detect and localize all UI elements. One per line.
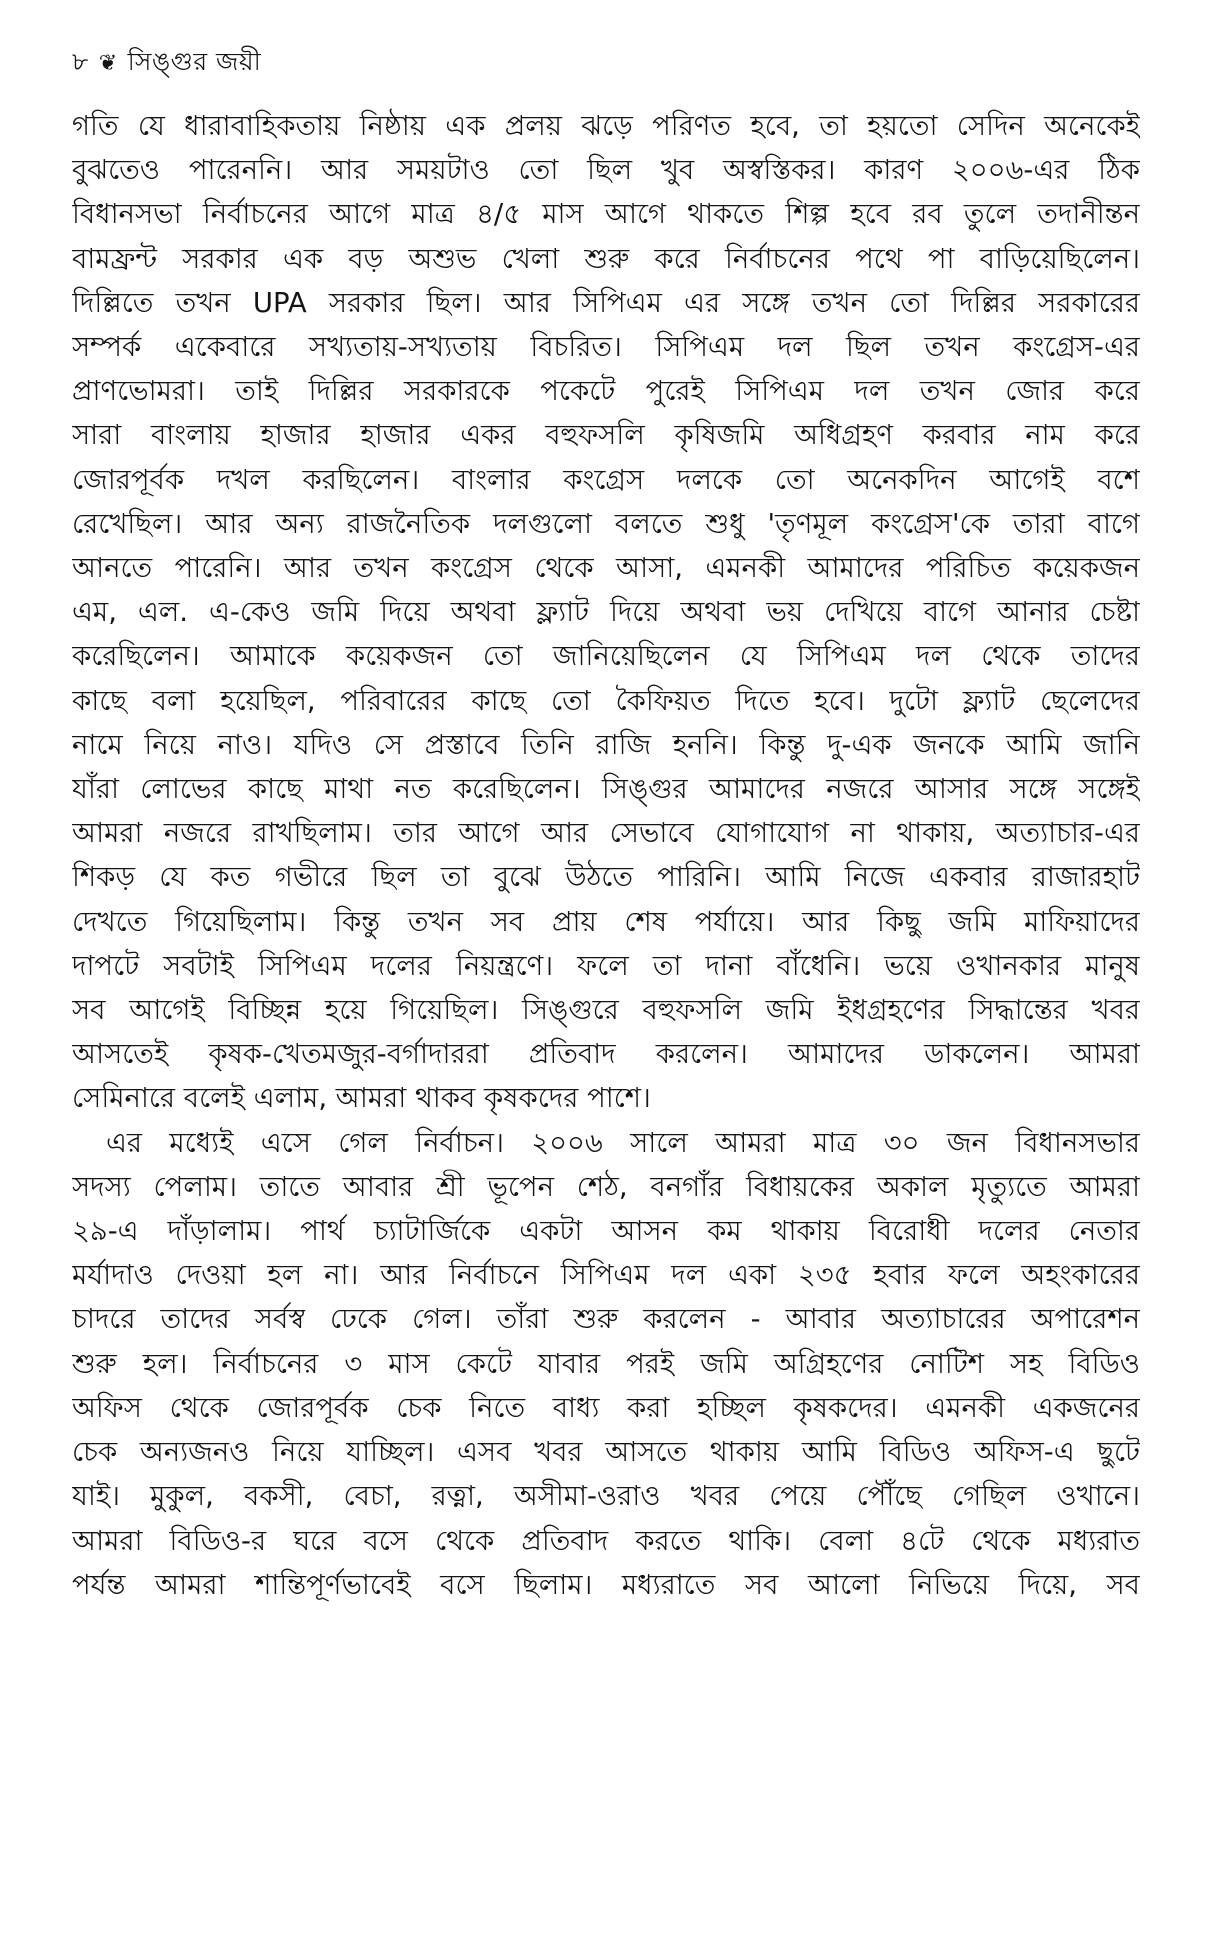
text-line: বুঝতেও পারেননি। আর সময়টাও তো ছিল খুব অস্বস্তিকর। কারণ ২০০৬-এর ঠিক — [72, 154, 1140, 187]
text-line: প্রাণভোমরা। তাই দিল্লির সরকারকে পকেটে পুরেই সিপিএম দল তখন জোর করে — [72, 375, 1140, 408]
text-line: আসতেই কৃষক-খেতমজুর-বর্গাদাররা প্রতিবাদ করলেন। আমাদের ডাকলেন। আমরা — [72, 1038, 1140, 1071]
text-line: দেখতে গিয়েছিলাম। কিন্তু তখন সব প্রায় শেষ পর্যায়ে। আর কিছু জমি মাফিয়াদের — [72, 905, 1140, 938]
text-line: সদস্য পেলাম। তাতে আবার শ্রী ভূপেন শেঠ, বনগাঁর বিধায়কের অকাল মৃত্যুতে আমরা — [72, 1170, 1140, 1203]
text-line: এর মধ্যেই এসে গেল নির্বাচন। ২০০৬ সালে আমরা মাত্র ৩০ জন বিধানসভার — [106, 1126, 1140, 1159]
text-line: বামফ্রন্ট সরকার এক বড় অশুভ খেলা শুরু করে নির্বাচনের পথে পা বাড়িয়েছিলেন। — [72, 242, 1140, 275]
text-line: আনতে পারেনি। আর তখন কংগ্রেস থেকে আসা, এমনকী আমাদের পরিচিত কয়েকজন — [72, 552, 1140, 585]
page-number: ৮ — [72, 47, 89, 76]
text-line: চাদরে তাদের সর্বস্ব ঢেকে গেল। তাঁরা শুরু করলেন - আবার অত্যাচারের অপারেশন — [72, 1303, 1140, 1336]
text-line: শিকড় যে কত গভীরে ছিল তা বুঝে উঠতে পারিনি। আমি নিজে একবার রাজারহাট — [72, 861, 1140, 894]
running-head — [72, 44, 1140, 82]
text-line: চেক অন্যজনও নিয়ে যাচ্ছিল। এসব খবর আসতে থাকায় আমি বিডিও অফিস-এ ছুটে — [72, 1436, 1140, 1469]
body-text — [72, 104, 1140, 1607]
text-line: করেছিলেন। আমাকে কয়েকজন তো জানিয়েছিলেন যে সিপিএম দল থেকে তাদের — [72, 640, 1140, 673]
text-line: সব আগেই বিচ্ছিন্ন হয়ে গিয়েছিল। সিঙ্গুরে বহুফসলি জমি ইধগ্রহণের সিদ্ধান্তের খবর — [72, 994, 1140, 1027]
text-line: জোরপূর্বক দখল করছিলেন। বাংলার কংগ্রেস দলকে তো অনেকদিন আগেই বশে — [72, 463, 1140, 496]
text-line: এম, এল. এ-কেও জমি দিয়ে অথবা ফ্ল্যাট দিয়ে অথবা ভয় দেখিয়ে বাগে আনার চেষ্টা — [72, 596, 1140, 629]
text-line: কাছে বলা হয়েছিল, পরিবারের কাছে তো কৈফিয়ত দিতে হবে। দুটো ফ্ল্যাট ছেলেদের — [72, 684, 1140, 717]
paragraph-2 — [72, 1121, 1140, 1607]
page-content — [72, 44, 1140, 1607]
text-line: গতি যে ধারাবাহিকতায় নিষ্ঠায় এক প্রলয় ঝড়ে পরিণত হবে, তা হয়তো সেদিন অনেকেই — [72, 110, 1140, 142]
text-line: দিল্লিতে তখন UPA সরকার ছিল। আর সিপিএম এর সঙ্গে তখন তো দিল্লির সরকারের — [72, 286, 1140, 319]
text-line: পর্যন্ত আমরা শান্তিপূর্ণভাবেই বসে ছিলাম। মধ্যরাতে সব আলো নিভিয়ে দিয়ে, সব — [72, 1568, 1140, 1601]
text-line: দাপটে সবটাই সিপিএম দলের নিয়ন্ত্রণে। ফলে তা দানা বাঁধেনি। ভয়ে ওখানকার মানুষ — [72, 949, 1140, 982]
text-line: নামে নিয়ে নাও। যদিও সে প্রস্তাবে তিনি রাজি হননি। কিন্তু দু-এক জনকে আমি জানি — [72, 728, 1140, 761]
text-line: আমরা বিডিও-র ঘরে বসে থেকে প্রতিবাদ করতে থাকি। বেলা ৪টে থেকে মধ্যরাত — [72, 1524, 1140, 1557]
book-title: সিঙ্গুর জয়ী — [127, 47, 262, 76]
text-line: সেমিনারে বলেই এলাম, আমরা থাকব কৃষকদের পাশে। — [72, 1082, 651, 1115]
text-line: রেখেছিল। আর অন্য রাজনৈতিক দলগুলো বলতে শুধু 'তৃণমূল কংগ্রেস'কে তারা বাগে — [72, 507, 1140, 540]
paragraph-1 — [72, 104, 1140, 1121]
text-line: যাঁরা লোভের কাছে মাথা নত করেছিলেন। সিঙ্গুর আমাদের নজরে আসার সঙ্গে সঙ্গেই — [72, 773, 1140, 806]
text-line: যাই। মুকুল, বকসী, বেচা, রত্না, অসীমা-ওরাও খবর পেয়ে পৌঁছে গেছিল ওখানে। — [72, 1480, 1140, 1513]
text-line: বিধানসভা নির্বাচনের আগে মাত্র ৪/৫ মাস আগে থাকতে শিল্প হবে রব তুলে তদানীন্তন — [72, 198, 1140, 231]
text-line: সারা বাংলায় হাজার হাজার একর বহুফসলি কৃষিজমি অধিগ্রহণ করবার নাম করে — [72, 419, 1140, 452]
text-line: সম্পর্ক একেবারে সখ্যতায়-সখ্যতায় বিচরিত। সিপিএম দল ছিল তখন কংগ্রেস-এর — [72, 331, 1140, 364]
leaf-ornament-icon: ❦ — [98, 51, 118, 76]
text-line: শুরু হল। নির্বাচনের ৩ মাস কেটে যাবার পরই জমি অগ্রিহণের নোটিশ সহ বিডিও — [72, 1347, 1140, 1380]
text-line: মর্যাদাও দেওয়া হল না। আর নির্বাচনে সিপিএম দল একা ২৩৫ হবার ফলে অহংকারের — [72, 1259, 1140, 1292]
text-line: আমরা নজরে রাখছিলাম। তার আগে আর সেভাবে যোগাযোগ না থাকায়, অত্যাচার-এর — [72, 817, 1140, 850]
text-line: অফিস থেকে জোরপূর্বক চেক নিতে বাধ্য করা হচ্ছিল কৃষকদের। এমনকী একজনের — [72, 1391, 1140, 1424]
text-line: ২৯-এ দাঁড়ালাম। পার্থ চ্যাটার্জিকে একটা আসন কম থাকায় বিরোধী দলের নেতার — [72, 1215, 1140, 1248]
